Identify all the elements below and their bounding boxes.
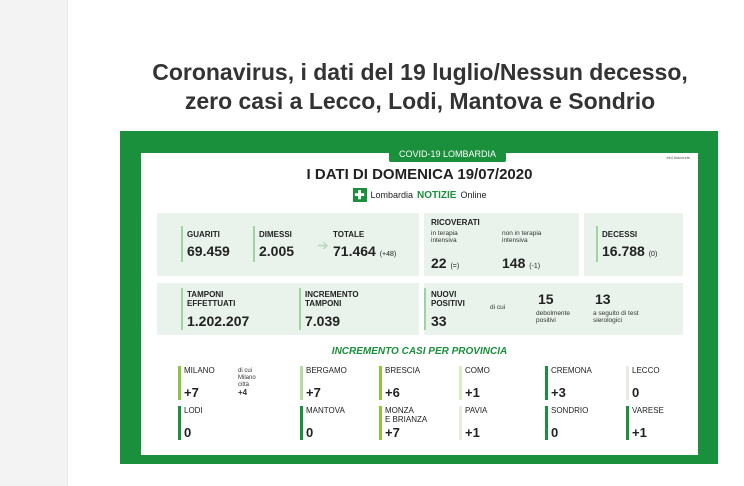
province-sondrio bbox=[545, 406, 617, 440]
province-color-bar bbox=[300, 406, 303, 440]
province-monza-e-brianza bbox=[379, 406, 451, 440]
decessi-box bbox=[584, 213, 683, 276]
province-value: 0 bbox=[632, 385, 640, 400]
province-color-bar bbox=[545, 366, 548, 400]
guariti-value: 69.459 bbox=[187, 243, 230, 259]
totale-label: TOTALE bbox=[333, 230, 365, 239]
guariti-label: GUARITI bbox=[187, 230, 220, 239]
tamponi-label: TAMPONI EFFETTUATI bbox=[187, 290, 236, 308]
incremento-tamponi-label: INCREMENTO TAMPONI bbox=[305, 290, 359, 308]
left-sidebar bbox=[0, 0, 68, 486]
decessi-value: 16.788 (0) bbox=[602, 243, 658, 259]
province-lecco bbox=[626, 366, 698, 400]
province-value: +7 bbox=[184, 385, 199, 400]
province-value: +1 bbox=[465, 385, 480, 400]
non-terapia-intensiva-value: 148 (-1) bbox=[502, 255, 541, 271]
province-name: BERGAMO bbox=[306, 366, 347, 375]
tamponi-box bbox=[157, 283, 419, 335]
headline-line-2: zero casi a Lecco, Lodi, Mantova e Sondrio bbox=[184, 88, 656, 114]
ricoverati-box bbox=[424, 213, 579, 276]
province-value: 0 bbox=[551, 425, 559, 440]
debolmente-positivi-label: debolmente positivi bbox=[536, 310, 570, 324]
brand-notizie: NOTIZIE bbox=[417, 189, 457, 201]
terapia-intensiva-label: in terapia intensiva bbox=[431, 230, 458, 244]
province-color-bar bbox=[178, 366, 181, 400]
infographic-panel bbox=[141, 149, 698, 455]
infographic-title: I DATI DI DOMENICA 19/07/2020 bbox=[306, 166, 533, 183]
nuovi-positivi-label: NUOVI POSITIVI bbox=[431, 290, 465, 308]
province-cremona bbox=[545, 366, 617, 400]
province-pavia bbox=[459, 406, 531, 440]
province-value: +3 bbox=[551, 385, 566, 400]
province-name: MONZA E BRIANZA bbox=[385, 406, 428, 424]
arrow-right-icon: ➔ bbox=[317, 237, 329, 253]
province-value: 0 bbox=[184, 425, 192, 440]
province-value: +1 bbox=[465, 425, 480, 440]
sierologici-value: 13 bbox=[595, 291, 611, 307]
province-color-bar bbox=[178, 406, 181, 440]
province-color-bar bbox=[379, 406, 382, 440]
province-color-bar bbox=[379, 366, 382, 400]
incremento-tamponi-value: 7.039 bbox=[305, 313, 341, 329]
province-name: MANTOVA bbox=[306, 406, 345, 415]
province-color-bar bbox=[300, 366, 303, 400]
province-varese bbox=[626, 406, 698, 440]
sierologici-label: a seguito di test sierologici bbox=[593, 310, 639, 324]
province-name: COMO bbox=[465, 366, 490, 375]
province-value: +7 bbox=[385, 425, 400, 440]
dimessi-value: 2.005 bbox=[259, 243, 295, 259]
tamponi-value: 1.202.207 bbox=[187, 313, 250, 329]
province-name: VARESE bbox=[632, 406, 664, 415]
non-terapia-intensiva-label: non in terapia intensiva bbox=[502, 230, 542, 244]
province-value: +6 bbox=[385, 385, 400, 400]
terapia-intensiva-value: 22 (=) bbox=[431, 255, 460, 271]
province-name: LECCO bbox=[632, 366, 660, 375]
di-cui-label: di cui bbox=[490, 304, 506, 311]
brand-online: Online bbox=[460, 190, 487, 200]
province-value: 0 bbox=[306, 425, 314, 440]
brand-lombardia: Lombardia bbox=[370, 190, 414, 200]
province-lodi bbox=[178, 406, 250, 440]
dimessi-label: DIMESSI bbox=[259, 230, 292, 239]
province-name: BRESCIA bbox=[385, 366, 421, 375]
totale-value: 71.464 (+48) bbox=[333, 243, 397, 259]
covid-infographic bbox=[120, 131, 718, 464]
nuovi-positivi-box bbox=[424, 283, 683, 335]
province-color-bar bbox=[626, 406, 629, 440]
lombardia-cross-icon: ✚ bbox=[354, 188, 365, 202]
province-name: SONDRIO bbox=[551, 406, 589, 415]
province-color-bar bbox=[545, 406, 548, 440]
corner-tag: #lnl #stcorsfe bbox=[666, 155, 690, 160]
covid-lombardia-tag: COVID-19 LOMBARDIA bbox=[389, 147, 506, 162]
decessi-label: DECESSI bbox=[602, 230, 638, 239]
debolmente-positivi-value: 15 bbox=[538, 291, 554, 307]
nuovi-positivi-value: 33 bbox=[431, 313, 447, 329]
ricoverati-label: RICOVERATI bbox=[431, 218, 480, 227]
province-milano bbox=[178, 366, 256, 400]
province-value: +1 bbox=[632, 425, 647, 440]
province-color-bar bbox=[459, 366, 462, 400]
province-name: PAVIA bbox=[465, 406, 488, 415]
province-color-bar bbox=[626, 366, 629, 400]
milano-citta-note: di cui Milano città +4 bbox=[238, 368, 256, 397]
article-headline[interactable] bbox=[100, 58, 740, 116]
province-color-bar bbox=[459, 406, 462, 440]
province-mantova bbox=[300, 406, 372, 440]
province-name: CREMONA bbox=[551, 366, 592, 375]
province-bergamo bbox=[300, 366, 372, 400]
headline-line-1: Coronavirus, i dati del 19 luglio/Nessun decesso, bbox=[152, 59, 688, 85]
province-name: LODI bbox=[184, 406, 203, 415]
brand-logo bbox=[141, 188, 698, 202]
province-como bbox=[459, 366, 531, 400]
guariti-dimessi-box bbox=[157, 213, 419, 276]
province-name: MILANO bbox=[184, 366, 215, 375]
province-value: +7 bbox=[306, 385, 321, 400]
province-section-title: INCREMENTO CASI PER PROVINCIA bbox=[331, 346, 508, 357]
province-brescia bbox=[379, 366, 451, 400]
